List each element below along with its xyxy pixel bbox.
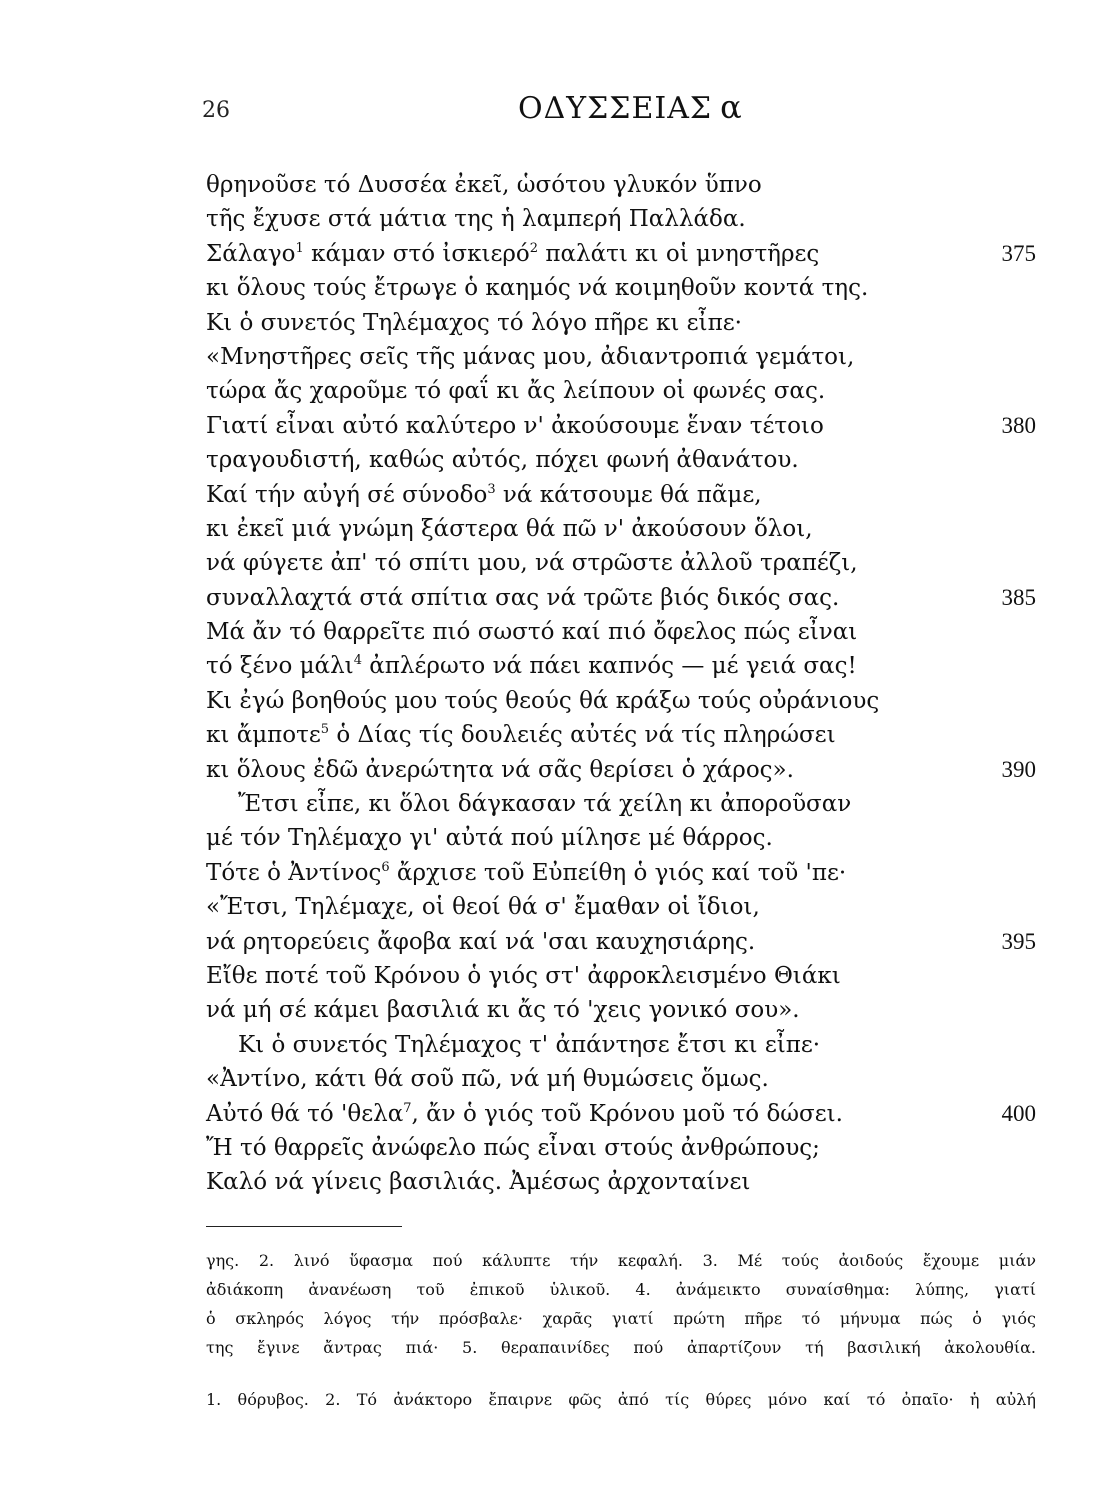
verse-segment: θρηνοῦσε τό Δυσσέα ἐκεῖ, ὡσότου γλυκόν ὕπνο bbox=[206, 172, 762, 198]
verse-text bbox=[206, 929, 755, 955]
verse-line bbox=[206, 787, 1036, 821]
verse-text bbox=[206, 722, 836, 748]
running-title-text: ΟΔΥΣΣΕΙΑΣ bbox=[518, 91, 713, 126]
verse-segment: Εἴθε ποτέ τοῦ Κρόνου ὁ γιός στ' ἀφροκλεισμένο Θιάκι bbox=[206, 962, 841, 989]
verse-line bbox=[206, 581, 1036, 615]
verse-text bbox=[206, 172, 762, 198]
verse-segment: τώρα ἄς χαροῦμε τό φαΐ κι ἄς λείπουν οἱ φωνές σας. bbox=[206, 378, 826, 405]
verse-segment: , ἄν ὁ γιός τοῦ Κρόνου μοῦ τό δώσει. bbox=[411, 1100, 843, 1127]
verse-segment: Αὐτό θά τό 'θελα bbox=[206, 1100, 404, 1127]
verse-line bbox=[206, 615, 1036, 649]
page-number: 26 bbox=[202, 98, 230, 123]
verse-segment: ὁ Δίας τίς δουλειές αὐτές νά τίς πληρώσει bbox=[329, 722, 836, 749]
commentary-line: γης. 2. λινό ὕφασμα πού κάλυπτε τήν κεφαλή. 3. Μέ τούς ἀοιδούς ἔχουμε μιάν bbox=[206, 1251, 1036, 1270]
verse-segment: παλάτι κι οἱ μνηστῆρες bbox=[538, 240, 820, 267]
verse-text bbox=[206, 825, 773, 851]
verse-text bbox=[206, 1101, 843, 1127]
verse-text bbox=[206, 447, 799, 473]
verse-segment: τραγουδιστή, καθώς αὐτός, πόχει φωνή ἀθανάτου. bbox=[206, 447, 799, 474]
verse-segment: τό ξένο μάλι bbox=[206, 653, 354, 680]
verse-text bbox=[206, 1066, 769, 1092]
footnote-marker: 6 bbox=[381, 859, 390, 875]
verse-line bbox=[206, 374, 1036, 408]
verse-segment: νά μή σέ κάμει βασιλιά κι ἄς τό 'χεις γονικό σου». bbox=[206, 997, 800, 1024]
footnote-marker: 2 bbox=[529, 240, 539, 256]
verse-line bbox=[206, 443, 1036, 477]
verse-line bbox=[206, 409, 1036, 443]
verse-segment: κι ἐκεῖ μιά γνώμη ξάστερα θά πῶ ν' ἀκούσουν ὅλοι, bbox=[206, 515, 813, 542]
verse-segment: Κι ὁ συνετός Τηλέμαχος τ' ἀπάντησε ἔτσι κι εἶπε· bbox=[238, 1031, 821, 1058]
verse-line bbox=[206, 306, 1036, 340]
commentary-notes bbox=[206, 1246, 1036, 1362]
verse-segment: Κι ὁ συνετός Τηλέμαχος τό λόγο πῆρε κι εἶπε· bbox=[206, 309, 742, 336]
verse-text bbox=[206, 1169, 750, 1195]
verse-line bbox=[206, 1165, 1036, 1199]
commentary-line: ὁ σκληρός λόγος τήν πρόσβαλε· χαρᾶς γιατί πρώτη πῆρε τό μήνυμα πώς ὁ γιός bbox=[206, 1309, 1036, 1328]
verse-line bbox=[206, 340, 1036, 374]
verse-text bbox=[206, 791, 851, 817]
verse-line bbox=[206, 546, 1036, 580]
verse-line bbox=[206, 890, 1036, 924]
verse-segment: ἀπλέρωτο νά πάει καπνός — μέ γειά σας! bbox=[361, 653, 857, 680]
verse-segment: Καλό νά γίνεις βασιλιάς. Ἀμέσως ἀρχονταίνει bbox=[206, 1169, 751, 1196]
verse-segment: Μά ἄν τό θαρρεῖτε πιό σωστό καί πιό ὄφελος πώς εἶναι bbox=[206, 619, 858, 646]
footnote-marker: 5 bbox=[320, 722, 330, 738]
verse-text bbox=[206, 619, 857, 645]
verse-line bbox=[206, 959, 1036, 993]
verse-line bbox=[206, 478, 1036, 512]
verse-line bbox=[206, 271, 1036, 305]
verse-text bbox=[206, 241, 819, 267]
verse-text bbox=[206, 894, 760, 920]
verse-line bbox=[206, 202, 1036, 236]
verse-segment: νά ρητορεύεις ἄφοβα καί νά 'σαι καυχησιάρης. bbox=[206, 928, 756, 955]
verse-segment: «Ἀντίνο, κάτι θά σοῦ πῶ, νά μή θυμώσεις ὅμως. bbox=[206, 1066, 769, 1093]
verse-line bbox=[206, 168, 1036, 202]
verse-segment: συναλλαχτά στά σπίτια σας νά τρῶτε βιός δικός σας. bbox=[206, 584, 840, 611]
verse-segment: Καί τήν αὐγή σέ σύνοδο bbox=[206, 481, 488, 508]
verse-line bbox=[206, 237, 1036, 271]
verse-text bbox=[206, 516, 813, 542]
book-letter: α bbox=[720, 88, 743, 126]
verse-text bbox=[206, 275, 868, 301]
verse-line bbox=[206, 925, 1036, 959]
verse-segment: μέ τόν Τηλέμαχο γι' αὐτά πού μίλησε μέ θάρρος. bbox=[206, 825, 773, 852]
verse-block bbox=[206, 168, 1036, 1200]
verse-segment: τῆς ἔχυσε στά μάτια της ἡ λαμπερή Παλλάδα. bbox=[206, 206, 746, 233]
verse-number: 375 bbox=[1001, 240, 1036, 266]
verse-line bbox=[206, 1028, 1036, 1062]
verse-segment: νά κάτσουμε θά πᾶμε, bbox=[495, 481, 762, 508]
verse-text bbox=[206, 997, 800, 1023]
verse-text bbox=[206, 482, 762, 508]
verse-text bbox=[206, 585, 839, 611]
verse-line bbox=[206, 821, 1036, 855]
verse-number: 400 bbox=[1001, 1100, 1036, 1126]
verse-text bbox=[206, 378, 825, 404]
verse-number: 380 bbox=[1001, 412, 1036, 438]
verse-text bbox=[206, 860, 846, 886]
verse-text bbox=[206, 206, 746, 232]
verse-line bbox=[206, 993, 1036, 1027]
commentary-line: της ἔγινε ἄντρας πιά· 5. θεραπαινίδες πού ἀπαρτίζουν τή βασιλική ἀκολουθία. bbox=[206, 1338, 1036, 1357]
verse-text bbox=[206, 963, 841, 989]
verse-line bbox=[206, 1062, 1036, 1096]
verse-segment: Γιατί εἶναι αὐτό καλύτερο ν' ἀκούσουμε ἕναν τέτοιο bbox=[206, 412, 824, 439]
verse-line bbox=[206, 512, 1036, 546]
verse-line bbox=[206, 1097, 1036, 1131]
verse-text bbox=[206, 653, 857, 679]
verse-segment: νά φύγετε ἀπ' τό σπίτι μου, νά στρῶστε ἀλλοῦ τραπέζι, bbox=[206, 550, 858, 577]
verse-number: 395 bbox=[1001, 928, 1036, 954]
verse-line bbox=[206, 718, 1036, 752]
verse-segment: Σάλαγο bbox=[206, 240, 296, 267]
verse-number: 385 bbox=[1001, 584, 1036, 610]
verse-text bbox=[206, 757, 794, 783]
verse-line bbox=[206, 753, 1036, 787]
verse-segment: Τότε ὁ Ἀντίνος bbox=[206, 859, 382, 886]
verse-text bbox=[206, 1135, 820, 1161]
verse-line bbox=[206, 684, 1036, 718]
verse-text bbox=[206, 1032, 820, 1058]
verse-segment: Ἤ τό θαρρεῖς ἀνώφελο πώς εἶναι στούς ἀνθρώπους; bbox=[206, 1134, 820, 1161]
verse-number: 390 bbox=[1001, 756, 1036, 782]
verse-text bbox=[206, 413, 824, 439]
running-title bbox=[518, 88, 743, 126]
footnote-marker: 1 bbox=[295, 240, 304, 256]
footnote-rule bbox=[206, 1226, 402, 1227]
verse-line bbox=[206, 1131, 1036, 1165]
commentary-line: ἀδιάκοπη ἀνανέωση τοῦ ἐπικοῦ ὑλικοῦ. 4. ἀνάμεικτο συναίσθημα: λύπης, γιατί bbox=[206, 1280, 1036, 1299]
verse-text bbox=[206, 550, 858, 576]
verse-text bbox=[206, 344, 854, 370]
verse-line bbox=[206, 649, 1036, 683]
verse-segment: Ἔτσι εἶπε, κι ὅλοι δάγκασαν τά χείλη κι ἀποροῦσαν bbox=[238, 791, 852, 818]
verse-segment: «Μνηστῆρες σεῖς τῆς μάνας μου, ἀδιαντροπιά γεμάτοι, bbox=[206, 343, 855, 370]
verse-line bbox=[206, 856, 1036, 890]
verse-segment: Κι ἐγώ βοηθούς μου τούς θεούς θά κράξω τούς οὐράνιους bbox=[206, 687, 880, 714]
verse-segment: κι ἄμποτε bbox=[206, 722, 321, 749]
verse-segment: κι ὅλους ἐδῶ ἀνερώτητα νά σᾶς θερίσει ὁ χάρος». bbox=[206, 756, 794, 783]
verse-segment: κι ὅλους τούς ἔτρωγε ὁ καημός νά κοιμηθοῦν κοντά της. bbox=[206, 275, 869, 302]
footnote-marker: 7 bbox=[403, 1100, 412, 1116]
verse-segment: ἄρχισε τοῦ Εὐπείθη ὁ γιός καί τοῦ 'πε· bbox=[389, 859, 847, 886]
footnote-marker: 3 bbox=[487, 481, 496, 497]
verse-text bbox=[206, 310, 742, 336]
footnote-marker: 4 bbox=[353, 653, 362, 669]
verse-text bbox=[206, 688, 879, 714]
glossary-notes: 1. θόρυβος. 2. Τό ἀνάκτορο ἔπαιρνε φῶς ἀπό τίς θύρες μόνο καί τό ὀπαῖο· ἡ αὐλή bbox=[206, 1390, 1036, 1409]
verse-segment: «Ἔτσι, Τηλέμαχε, οἱ θεοί θά σ' ἔμαθαν οἱ ἴδιοι, bbox=[206, 894, 760, 921]
verse-segment: κάμαν στό ἰσκιερό bbox=[303, 240, 530, 267]
